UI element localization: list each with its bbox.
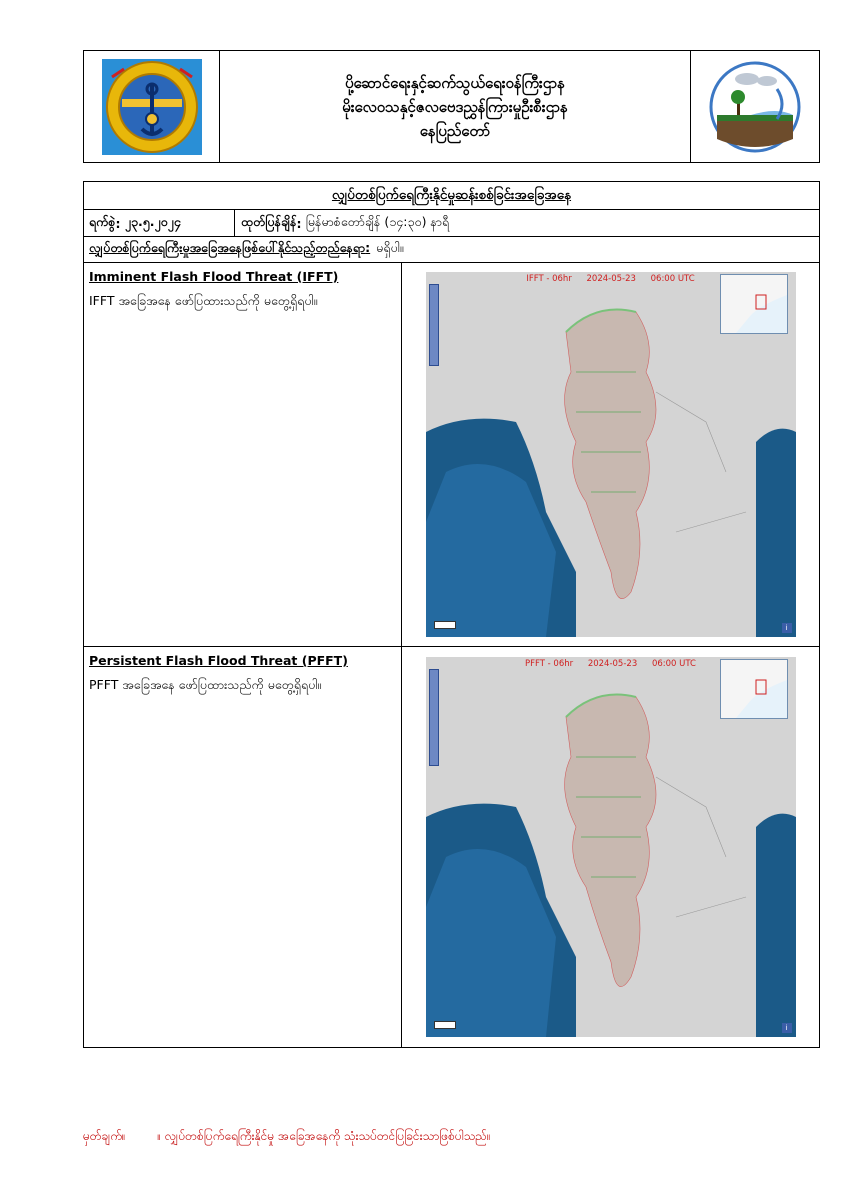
pfft-map-title: PFFT - 06hr [525,659,574,669]
pfft-map-cell [402,647,819,1047]
ifft-body: IFFT အခြေအနေ ဖော်ပြထားသည်ကို မတွေ့ရှိရပါ။ [89,293,318,308]
footer-note-label: မှတ်ချက်။ [83,1129,126,1143]
pfft-map-date: 2024-05-23 [587,659,638,669]
location-label: လျှပ်တစ်ပြက်ရေကြီးမှုအခြေအနေဖြစ်ပေါ်နိုင်သည့်တည်နေရာ [89,240,366,255]
header-line-department: မိုးလေဝသနှင့်ဇလဗေဒညွှန်ကြားမှုဦးစီးဌာန [342,97,568,116]
document-header [83,50,820,163]
header-title-block [220,51,690,162]
pfft-scale-bar [434,1021,456,1029]
ifft-map-cell [402,263,819,646]
date-row [84,210,819,237]
dmh-logo-cell [690,51,819,162]
ifft-scale-bar [434,621,456,629]
pfft-inset-map [720,659,788,719]
pfft-info-icon[interactable]: i [782,1023,792,1033]
date-value: ၂၃.၅.၂၀၂၄ [124,213,181,229]
header-line-city: နေပြည်တော် [419,121,491,140]
report-table [83,181,820,1048]
ifft-zoom-control[interactable] [429,284,439,366]
location-row: လျှပ်တစ်ပြက်ရေကြီးမှုအခြေအနေဖြစ်ပေါ်နိုင်သည့်တည်နေရာ: မရှိပါ။ [84,237,819,263]
ifft-heading: Imminent Flash Flood Threat (IFFT) [89,269,339,284]
header-line-ministry: ပို့ဆောင်ရေးနှင့်ဆက်သွယ်ရေးဝန်ကြီးဌာန [345,73,565,92]
pfft-text-cell [84,647,402,1047]
ifft-section [84,263,819,647]
ifft-map [426,272,796,637]
pfft-heading: Persistent Flash Flood Threat (PFFT) [89,653,348,668]
footer-note [83,1128,499,1146]
issue-time-label: ထုတ်ပြန်ချိန် [241,213,297,229]
pfft-body: PFFT အခြေအနေ ဖော်ပြထားသည်ကို မတွေ့ရှိရပါ။ [89,677,322,692]
hydrology-logo-icon [707,59,803,155]
date-cell: ရက်စွဲ : ၂၃.၅.၂၀၂၄ [84,210,235,236]
pfft-map [426,657,796,1037]
pfft-zoom-control[interactable] [429,669,439,766]
ministry-logo-icon [102,59,202,155]
pfft-map-time: 06:00 UTC [651,659,696,669]
ministry-logo-cell [84,51,220,162]
ifft-map-time: 06:00 UTC [650,274,695,284]
pfft-section [84,647,819,1047]
issue-time-cell: ထုတ်ပြန်ချိန် : မြန်မာစံတော်ချိန် (၁၄:၃၀) နာရီ [241,213,450,231]
date-label: ရက်စွဲ [89,213,116,229]
pfft-inset-graphic [721,660,787,718]
ifft-inset-graphic [721,275,787,333]
ifft-map-date: 2024-05-23 [586,274,636,284]
issue-time-value: မြန်မာစံတော်ချိန် (၁၄:၃၀) နာရီ [305,213,450,229]
report-title: လျှပ်တစ်ပြက်ရေကြီးနိုင်မှုဆန်းစစ်ခြင်းအခြေအနေ [84,182,819,210]
ifft-map-title: IFFT - 06hr [526,274,572,284]
ifft-inset-map [720,274,788,334]
footer-note-text: ။ လျှပ်တစ်ပြက်ရေကြီးနိုင်မှု အခြေအနေကို သုံးသပ်တင်ပြခြင်းသာဖြစ်ပါသည်။ [157,1129,491,1143]
location-value: မရှိပါ။ [376,240,404,255]
ifft-info-icon[interactable]: i [782,623,792,633]
ifft-text-cell [84,263,402,646]
